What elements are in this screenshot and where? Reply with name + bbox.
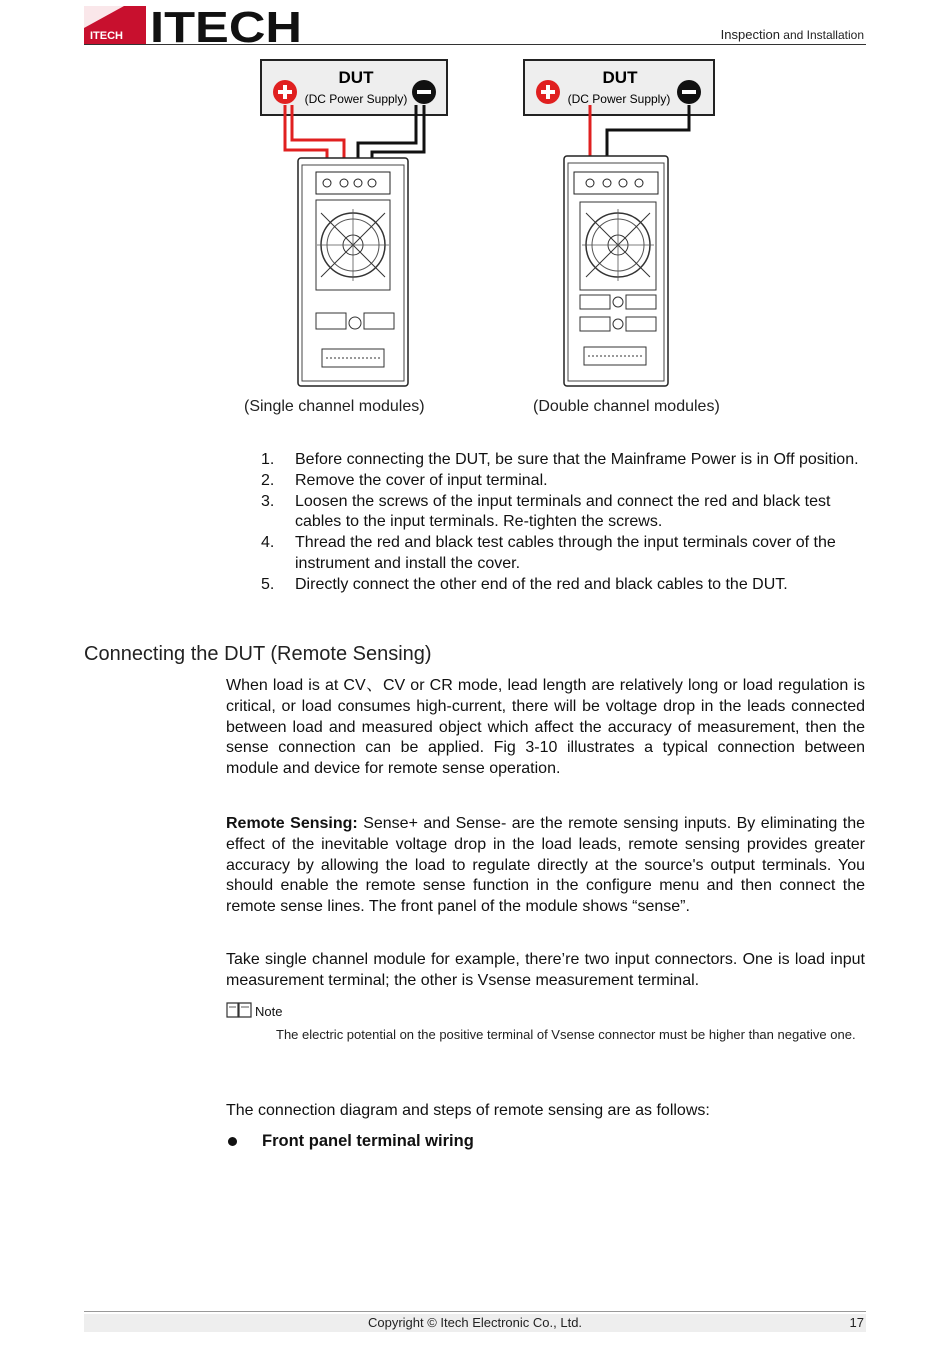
note-text: The electric potential on the positive terminal of Vsense connector must be higher than negative one.	[276, 1027, 856, 1042]
list-item: 4. Thread the red and black test cables through the input terminals cover of the instrument and install the cover.	[261, 534, 836, 572]
paragraph-diagram-intro: The connection diagram and steps of remote sensing are as follows:	[226, 1102, 710, 1119]
list-item: 5. Directly connect the other end of the red and black cables to the DUT.	[261, 575, 788, 593]
negative-terminal-icon	[412, 80, 436, 104]
book-icon	[226, 1001, 252, 1019]
positive-terminal-icon	[536, 80, 560, 104]
list-item: 2. Remove the cover of input terminal.	[261, 471, 548, 489]
list-item: 3. Loosen the screws of the input terminals and connect the red and black test cables to the input terminals. Re-tighten the screws.	[261, 492, 831, 531]
bullet-front-panel-wiring: Front panel terminal wiring	[226, 1132, 474, 1151]
svg-text:DUT: DUT	[602, 68, 638, 87]
section-heading: Connecting the DUT (Remote Sensing)	[84, 643, 432, 665]
note-label: Note	[226, 1001, 282, 1019]
positive-terminal-icon	[273, 80, 297, 104]
footer-copyright: Copyright © Itech Electronic Co., Ltd.	[367, 1315, 583, 1330]
single-channel-module	[298, 158, 408, 386]
header-section-title: Inspection and Installation	[720, 27, 864, 42]
header-rule	[84, 44, 866, 45]
itech-logo	[84, 6, 304, 44]
bullet-icon	[228, 1137, 237, 1146]
paragraph-intro: When load is at CV、CV or CR mode, lead length are relatively long or load regulation is critical, or load consumes high-current, there will be voltage drop in the leads connected between load and measured object which affect the accuracy of measurement, then the sense connection can be applied. Fig 3-10 illustrates a typical connection between module and device for remote sense operation.	[226, 677, 865, 778]
dut-connection-figure	[230, 55, 750, 395]
svg-text:ITECH: ITECH	[90, 30, 123, 42]
svg-text:(DC Power Supply): (DC Power Supply)	[304, 92, 408, 106]
double-channel-module	[564, 156, 668, 386]
list-item: 1. Before connecting the DUT, be sure that the Mainframe Power is in Off position.	[261, 451, 859, 468]
svg-text:(DC Power Supply): (DC Power Supply)	[567, 92, 671, 106]
page-number: 17	[849, 1315, 864, 1330]
connection-steps-list	[258, 450, 865, 596]
paragraph-connectors: Take single channel module for example, there’re two input connectors. One is load input measurement terminal; the other is Vsense measurement terminal.	[226, 951, 865, 989]
dut-box-left	[261, 60, 447, 115]
negative-terminal-icon	[677, 80, 701, 104]
caption-single-channel: (Single channel modules)	[244, 398, 425, 415]
footer-rule	[84, 1311, 866, 1312]
svg-text:DUT: DUT	[338, 68, 374, 87]
svg-text:ITECH: ITECH	[150, 6, 302, 44]
paragraph-remote-sensing: Remote Sensing: Sense+ and Sense- are the remote sensing inputs. By eliminating the effect of the inevitable voltage drop in the load leads, remote sensing provides greater accuracy by allowing the load to regulate directly at the source's output terminals. You should enable the remote sense function in the configure menu and then connect the remote sense lines. The front panel of the module shows “sense”.	[226, 815, 866, 916]
dut-box-right	[524, 60, 714, 115]
caption-double-channel: (Double channel modules)	[533, 398, 720, 415]
